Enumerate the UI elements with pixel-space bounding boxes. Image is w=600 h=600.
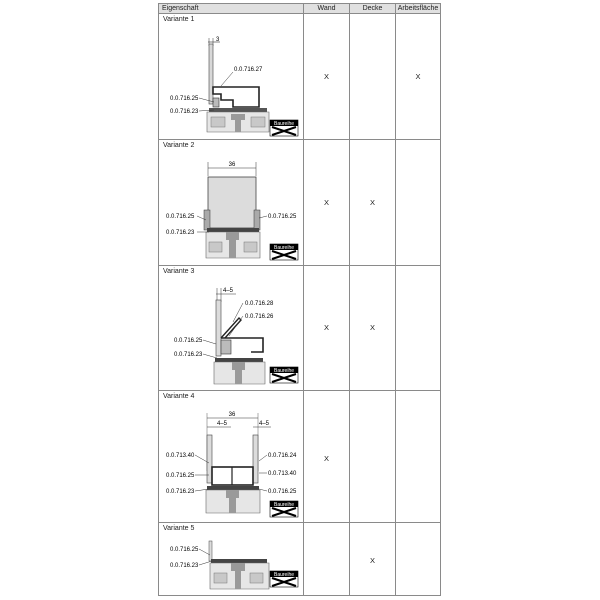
variant-3-drawing (159, 266, 303, 390)
table-row (158, 139, 441, 266)
arbeitsflaeche-cell (395, 390, 441, 523)
baureihe-badge: Baureihe (273, 368, 295, 374)
part-number: 0.0.716.23 (166, 230, 195, 236)
arbeitsflaeche-cell (395, 139, 441, 266)
arbeitsflaeche-mark: X (415, 72, 421, 81)
part-number: 0.0.716.25 (170, 96, 199, 102)
decke-mark: X (369, 556, 375, 565)
variant-4-drawing (159, 391, 303, 522)
part-number: 0.0.716.23 (166, 489, 195, 495)
decke-cell (349, 13, 396, 140)
part-number: 0.0.716.25 (170, 547, 199, 553)
wand-mark: X (323, 198, 329, 207)
decke-cell (349, 265, 396, 391)
dimension-label: 3 (216, 37, 220, 43)
header-arbeitsflaeche: Arbeitsfläche (395, 3, 441, 14)
wand-mark: X (323, 454, 329, 463)
variant-cell (158, 265, 304, 391)
baureihe-badge: Baureihe (273, 502, 295, 508)
part-number: 0.0.716.24 (268, 453, 297, 459)
part-number: 0.0.716.25 (174, 338, 203, 344)
variant-5-drawing (159, 523, 303, 595)
part-number: 0.0.716.25 (268, 214, 297, 220)
arbeitsflaeche-cell (395, 265, 441, 391)
part-number: 0.0.716.25 (166, 473, 195, 479)
variant-1-drawing (159, 14, 303, 139)
variant-label: Variante 2 (163, 142, 195, 149)
variant-cell (158, 139, 304, 266)
wand-cell (303, 390, 350, 523)
decke-mark: X (369, 198, 375, 207)
part-number: 0.0.716.25 (268, 489, 297, 495)
variant-cell (158, 522, 304, 596)
table-row (158, 522, 441, 596)
wand-cell (303, 13, 350, 140)
baureihe-badge: Baureihe (273, 245, 295, 251)
wand-mark: X (323, 323, 329, 332)
part-number: 0.0.716.23 (170, 109, 199, 115)
wand-cell (303, 522, 350, 596)
dimension-label: 4–5 (223, 288, 234, 294)
part-number: 0.0.716.23 (170, 563, 199, 569)
part-number: 0.0.716.28 (245, 301, 274, 307)
variant-label: Variante 3 (163, 268, 195, 275)
variant-cell (158, 390, 304, 523)
part-number: 0.0.716.25 (166, 214, 195, 220)
part-number: 0.0.713.40 (166, 453, 195, 459)
variant-label: Variante 5 (163, 525, 195, 532)
variant-label: Variante 1 (163, 16, 195, 23)
part-number: 0.0.713.40 (268, 471, 297, 477)
wand-cell (303, 265, 350, 391)
dimension-label: 4–5 (259, 421, 270, 427)
baureihe-badge: Baureihe (273, 572, 295, 578)
dimension-label: 36 (228, 162, 236, 168)
variant-2-drawing (159, 140, 303, 265)
header-eigenschaft: Eigenschaft (158, 3, 304, 14)
table-row (158, 390, 441, 523)
part-number: 0.0.716.27 (234, 67, 263, 73)
table-row (158, 13, 441, 140)
decke-cell (349, 522, 396, 596)
baureihe-badge: Baureihe (273, 121, 295, 127)
decke-cell (349, 390, 396, 523)
wand-mark: X (323, 72, 329, 81)
dimension-label: 36 (228, 412, 236, 418)
wand-cell (303, 139, 350, 266)
dimension-label: 4–5 (217, 421, 228, 427)
decke-mark: X (369, 323, 375, 332)
variant-label: Variante 4 (163, 393, 195, 400)
part-number: 0.0.716.26 (245, 314, 274, 320)
part-number: 0.0.716.23 (174, 352, 203, 358)
table-row (158, 265, 441, 391)
variant-cell (158, 13, 304, 140)
decke-cell (349, 139, 396, 266)
header-wand: Wand (303, 3, 350, 14)
arbeitsflaeche-cell (395, 13, 441, 140)
header-decke: Decke (349, 3, 396, 14)
arbeitsflaeche-cell (395, 522, 441, 596)
